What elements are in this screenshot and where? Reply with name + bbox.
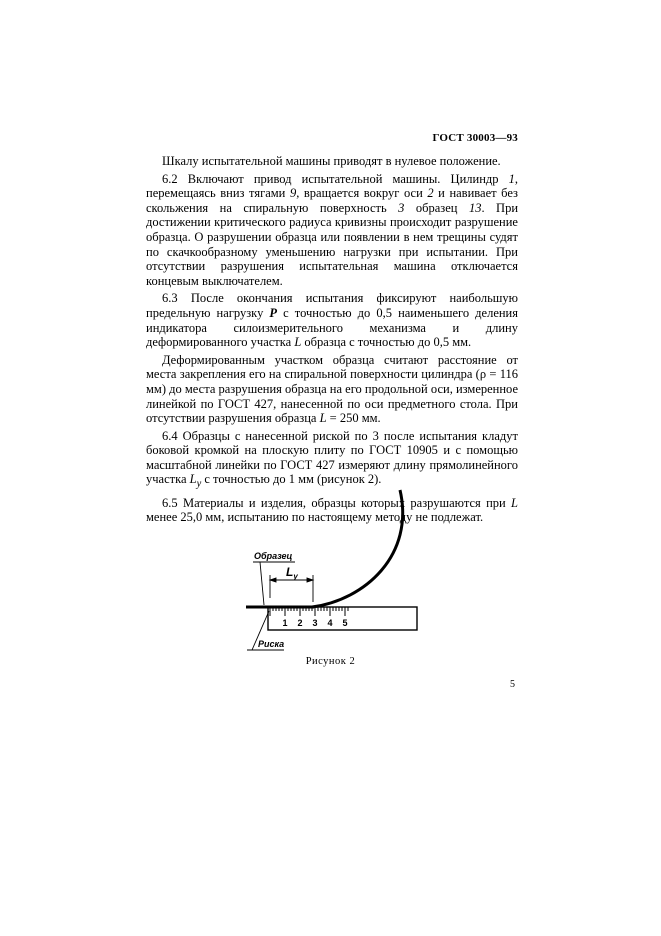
- length-dimension: [270, 575, 313, 602]
- ruler-number: 5: [342, 618, 348, 628]
- paragraph-6-2: 6.2 Включают привод испытательной машины. Цилиндр 1, перемещаясь вниз тягами 9, вращается вокруг оси 2 и навивает без скольжения на спиральную поверхность 3 образец 13. При достижении критического радиуса кривизны происходит разрушение образца. О разрушении образца или появлении в нем трещины судят по скачкообразному уменьшению нагрузки при испытании. При отсутствии разрушения испытательная машина отключается концевым выключателем.: [146, 171, 519, 288]
- paragraph-6-3: 6.3 После окончания испытания фиксируют наибольшую предельную нагрузку P с точностью до 0,5 наименьшего деления индикатора силоизмерительного механизма и длину деформированного участка L образца с точностью до 0,5 мм.: [146, 291, 518, 350]
- ruler-number: 3: [312, 618, 318, 628]
- ruler-number: 2: [297, 618, 303, 628]
- document-code-header: ГОСТ 30003—93: [432, 132, 518, 144]
- mark-label: Риска: [258, 639, 285, 649]
- ruler-ticks: [270, 607, 348, 616]
- ruler-number: 1: [282, 618, 288, 628]
- ruler-number: 4: [327, 618, 333, 628]
- figure-2-diagram: [240, 480, 430, 655]
- body-text: [146, 154, 518, 528]
- paragraph-6-5: 6.5 Материалы и изделия, образцы которых разрушаются при L менее 25,0 мм, испытанию по настоящему методу не подлежат.: [146, 495, 518, 525]
- specimen-curve: [312, 490, 403, 607]
- specimen-label: Образец: [254, 551, 293, 561]
- page-number: 5: [510, 679, 515, 690]
- figure-caption: Рисунок 2: [305, 656, 356, 667]
- paragraph-scale-zero: Шкалу испытательной машины приводят в нулевое положение.: [162, 154, 501, 168]
- paragraph-6-4: 6.4 Образцы с нанесенной риской по 3 после испытания кладут боковой кромкой на плоскую плиту по ГОСТ 10905 и с помощью масштабной линейки по ГОСТ 427 измеряют длину прямолинейного участка $L_у$ с точностью до 1 мм (рисунок 2).: [146, 428, 518, 490]
- length-label: $L_у$: [286, 565, 298, 581]
- paragraph-deformed-section: Деформированным участком образца считают расстояние от места закрепления его на спиральной поверхности цилиндра (ρ = 116 мм) до места разрушения образца на его продольной оси, измеренное линейкой по ГОСТ 427, нанесенной по оси предметного стола. При отсутствии разрушения образца L = 250 мм.: [146, 352, 518, 426]
